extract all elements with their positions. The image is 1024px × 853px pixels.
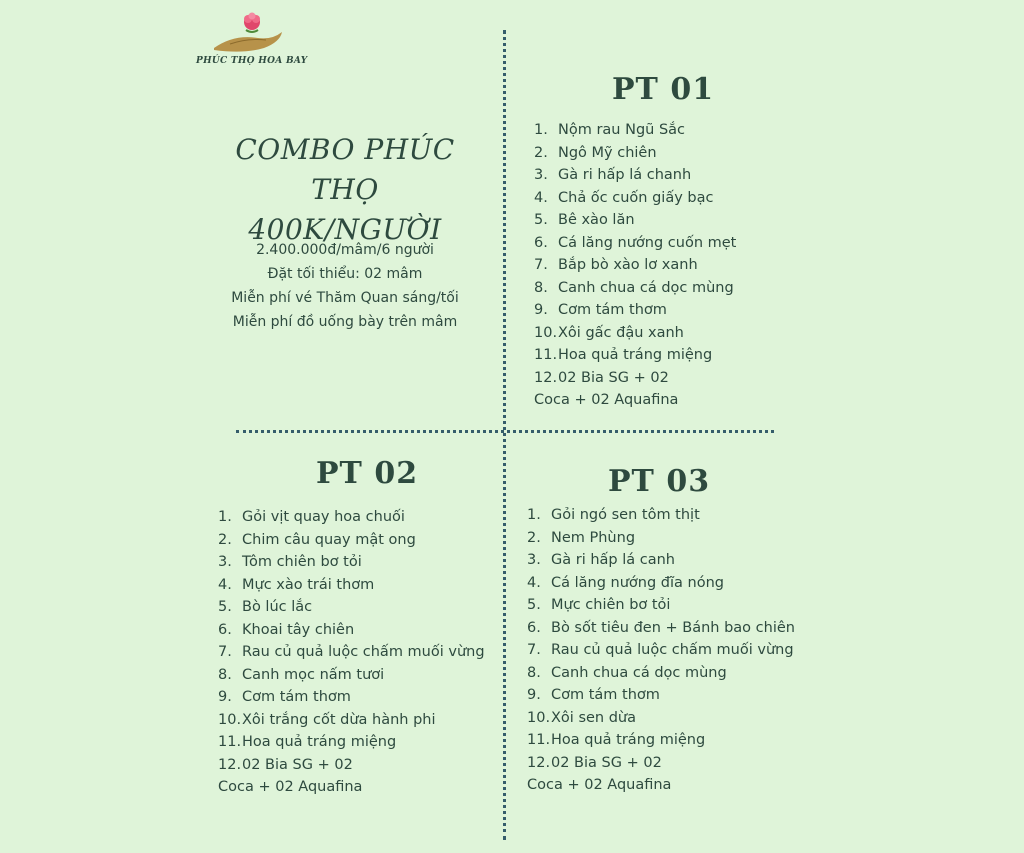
list-item: 4. Mực xào trái thơm (218, 576, 375, 593)
list-item: 7. Rau củ quả luộc chấm muối vừng (527, 642, 794, 658)
list-item: 2. Chim câu quay mật ong (218, 531, 416, 548)
list-item: 7. Rau củ quả luộc chấm muối vừng (218, 644, 485, 660)
combo-title-line1: COMBO PHÚC THỌ (235, 133, 455, 206)
list-item: 12.02 Bia SG + 02 (527, 754, 662, 771)
list-item: 4. Cá lăng nướng đĩa nóng (527, 574, 724, 591)
pt02-title: PT 02 (316, 456, 419, 491)
list-item: 3. Tôm chiên bơ tỏi (218, 554, 362, 570)
list-item: 10.Xôi sen dừa (527, 709, 636, 726)
list-item: 6. Cá lăng nướng cuốn mẹt (534, 234, 737, 251)
list-item: 4. Chả ốc cuốn giấy bạc (534, 189, 714, 206)
pt02-menu (218, 506, 485, 799)
list-item: 10.Xôi trắng cốt dừa hành phi (218, 711, 436, 728)
list-item: 8. Canh mọc nấm tươi (218, 666, 385, 683)
pt03-menu (527, 504, 795, 797)
list-item: Coca + 02 Aquafina (527, 777, 672, 793)
list-item: 5. Bò lúc lắc (218, 599, 313, 615)
list-item: 12.02 Bia SG + 02 (218, 756, 353, 773)
combo-minimum-order: Đặt tối thiểu: 02 mâm (267, 266, 423, 282)
combo-free-drinks: Miễn phí đồ uống bày trên mâm (232, 314, 458, 330)
pt03-title: PT 03 (608, 464, 711, 499)
combo-title (200, 130, 490, 250)
list-item: 8. Canh chua cá dọc mùng (534, 279, 734, 296)
list-item: 9. Cơm tám thơm (534, 302, 667, 318)
list-item: 3. Gà ri hấp lá canh (527, 552, 675, 568)
list-item: 3. Gà ri hấp lá chanh (534, 167, 692, 183)
list-item: 6. Bò sốt tiêu đen + Bánh bao chiên (527, 619, 795, 636)
list-item: 2. Nem Phùng (527, 529, 636, 546)
list-item: 11.Hoa quả tráng miệng (527, 732, 706, 748)
vertical-divider (503, 30, 506, 840)
list-item: 1. Gỏi vịt quay hoa chuối (218, 509, 405, 525)
combo-title-line2: 400K/NGƯỜI (248, 213, 442, 246)
list-item: 8. Canh chua cá dọc mùng (527, 664, 727, 681)
list-item: 12.02 Bia SG + 02 (534, 369, 669, 386)
list-item: 6. Khoai tây chiên (218, 621, 355, 638)
list-item: Coca + 02 Aquafina (534, 392, 679, 408)
combo-info (200, 238, 490, 334)
list-item: 7. Bắp bò xào lơ xanh (534, 257, 698, 273)
list-item: 9. Cơm tám thơm (527, 687, 660, 703)
combo-free-ticket: Miễn phí vé Thăm Quan sáng/tối (231, 290, 459, 306)
list-item: 10.Xôi gấc đậu xanh (534, 324, 684, 341)
list-item: Coca + 02 Aquafina (218, 779, 363, 795)
list-item: 1. Gỏi ngó sen tôm thịt (527, 507, 700, 523)
list-item: 1. Nộm rau Ngũ Sắc (534, 122, 686, 138)
list-item: 5. Bê xào lăn (534, 212, 635, 228)
logo-text: PHÚC THỌ HOA BAY (196, 56, 308, 66)
horizontal-divider (236, 430, 774, 433)
list-item: 2. Ngô Mỹ chiên (534, 144, 657, 161)
pt01-menu (534, 119, 736, 412)
combo-price: 2.400.000đ/mâm/6 người (256, 242, 434, 258)
list-item: 11.Hoa quả tráng miệng (218, 734, 397, 750)
pt01-title: PT 01 (612, 72, 715, 107)
list-item: 9. Cơm tám thơm (218, 689, 351, 705)
list-item: 5. Mực chiên bơ tỏi (527, 597, 671, 613)
list-item: 11.Hoa quả tráng miệng (534, 347, 713, 363)
